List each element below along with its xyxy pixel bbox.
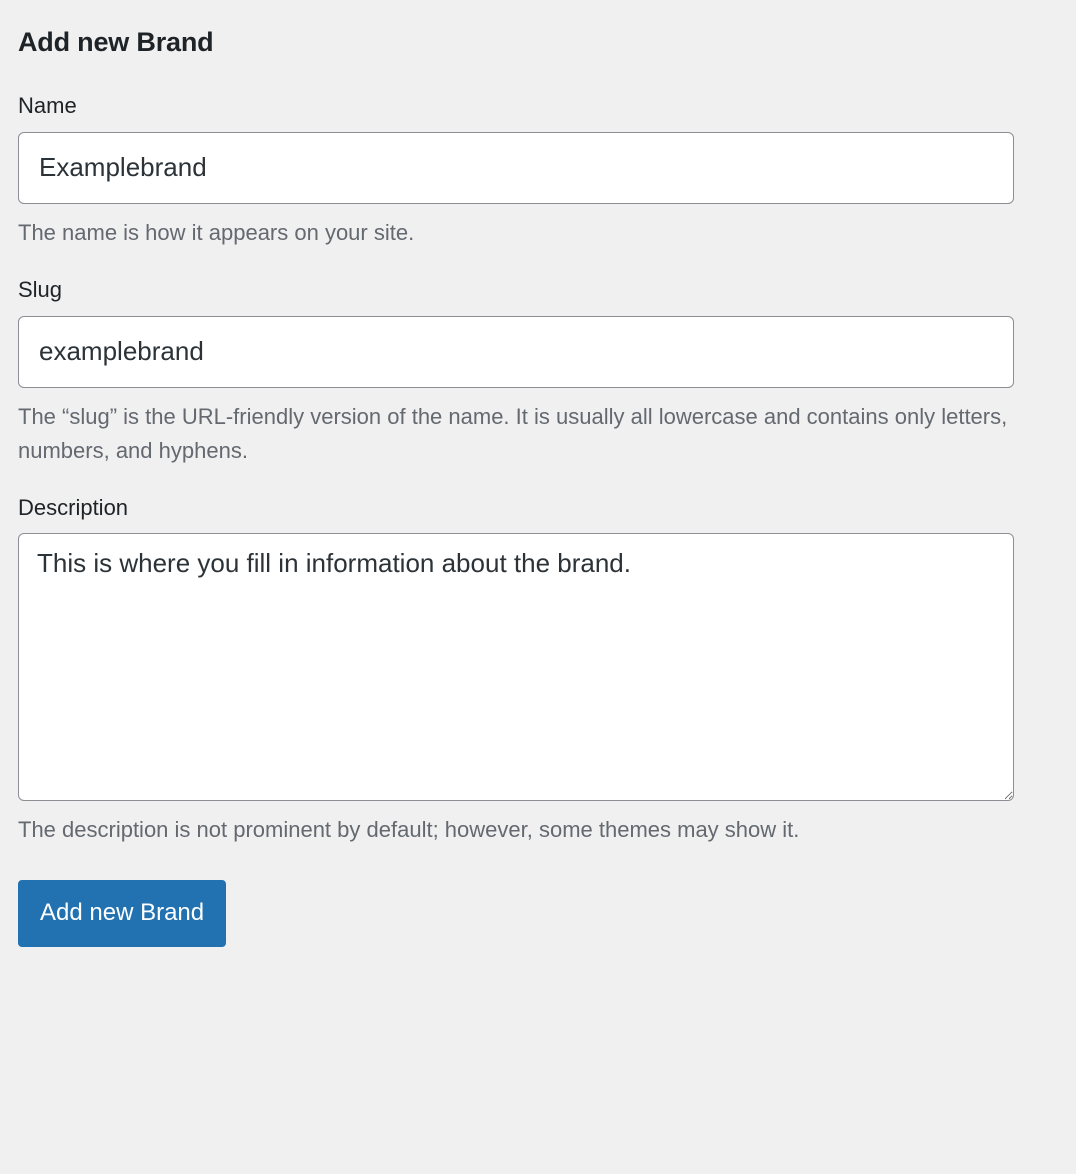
name-field-group	[18, 92, 1056, 250]
description-field-help: The description is not prominent by default; however, some themes may show it.	[18, 817, 800, 843]
slug-input[interactable]	[18, 316, 1014, 388]
slug-field-label: Slug	[18, 277, 63, 303]
slug-field-group	[18, 276, 1056, 468]
slug-field-help: The “slug” is the URL-friendly version of the name. It is usually all lowercase and contains only letters, numbers, and hyphens.	[18, 403, 1008, 463]
description-field-label: Description	[18, 494, 129, 520]
name-input[interactable]	[18, 132, 1014, 204]
description-textarea[interactable]	[18, 533, 1014, 801]
name-field-help: The name is how it appears on your site.	[18, 219, 415, 245]
add-new-brand-button[interactable]: Add new Brand	[18, 880, 226, 947]
name-field-label: Name	[18, 93, 77, 119]
page-title: Add new Brand	[18, 27, 214, 57]
description-field-group	[18, 494, 1056, 848]
